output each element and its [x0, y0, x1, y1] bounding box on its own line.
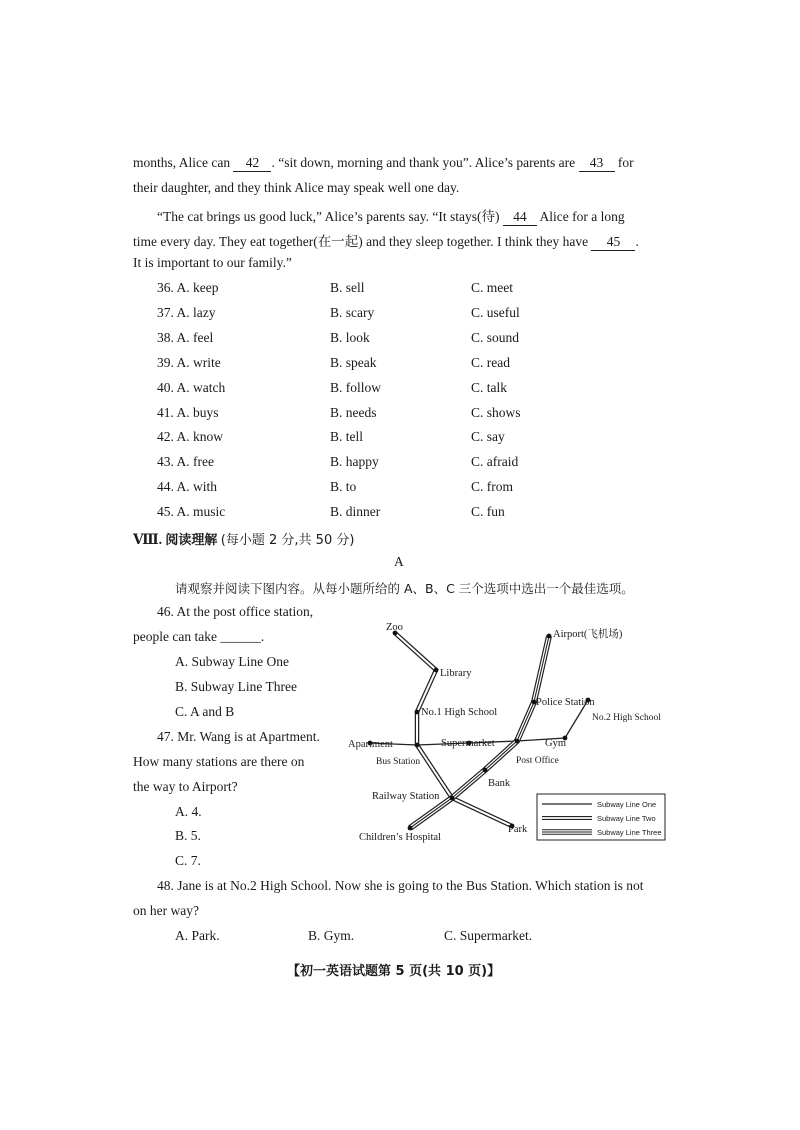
- q36-option-b: B. sell: [330, 280, 365, 295]
- q48-option-c: C. Supermarket.: [444, 928, 533, 943]
- q47-option-a: A. 4.: [175, 804, 202, 819]
- q42-option-c: C. say: [471, 429, 505, 445]
- legend-label-two: Subway Line Two: [597, 814, 656, 823]
- map-legend: [537, 794, 665, 840]
- q48-option-b: B. Gym.: [308, 928, 355, 943]
- q37-option-b: B. scary: [330, 304, 375, 320]
- label-railway: Railway Station: [372, 791, 440, 802]
- q44-option-a: 44. A. with: [157, 479, 218, 495]
- label-zoo: Zoo: [386, 622, 403, 633]
- q38-option-b: B. look: [330, 329, 370, 345]
- q41-option-b: B. needs: [330, 404, 377, 420]
- q40-option-c: C. talk: [471, 379, 507, 395]
- passage-line-2: their daughter, and they think Alice may speak well one day.: [133, 180, 460, 195]
- q40-option-b: B. follow: [330, 379, 382, 395]
- label-apartment: Apartment: [348, 739, 393, 750]
- q38-option-a: 38. A. feel: [157, 329, 214, 345]
- q46-stem-1: 46. At the post office station,: [157, 604, 314, 619]
- q43-option-a: 43. A. free: [157, 454, 214, 470]
- q47-stem-1: 47. Mr. Wang is at Apartment.: [157, 729, 320, 744]
- q39-option-a: 39. A. write: [157, 354, 221, 370]
- label-no2: No.2 High School: [592, 713, 661, 723]
- instruction: 请观察并阅读下图内容。从每小题所给的 A、B、C 三个选项中选出一个最佳选项。: [175, 581, 634, 596]
- passage-line-4: time every day. They eat together(在一起) and they sleep together. I think they have 45 .: [133, 234, 639, 249]
- label-police: Police Station: [536, 697, 595, 708]
- q47-option-b: B. 5.: [175, 828, 201, 843]
- q36-option-a: 36. A. keep: [157, 280, 219, 295]
- station-dot-bus: [415, 743, 420, 748]
- q45-option-c: C. fun: [471, 504, 505, 520]
- label-park: Park: [508, 824, 528, 835]
- legend-label-one: Subway Line One: [597, 800, 657, 809]
- q44-option-c: C. from: [471, 479, 513, 495]
- label-supermarket: Supermarket: [441, 738, 495, 749]
- q41-option-c: C. shows: [471, 404, 521, 420]
- legend-label-three: Subway Line Three: [597, 828, 662, 837]
- q47-option-c: C. 7.: [175, 853, 201, 868]
- blank-43: 43: [579, 155, 615, 172]
- q46-option-b: B. Subway Line Three: [175, 679, 297, 694]
- q43-option-b: B. happy: [330, 454, 379, 470]
- station-dot-hospital: [408, 826, 413, 831]
- q39-option-b: B. speak: [330, 354, 377, 370]
- passage-line-5: It is important to our family.”: [133, 255, 292, 270]
- q45-option-b: B. dinner: [330, 504, 381, 520]
- station-dot-bank: [483, 768, 488, 773]
- passage-line-1: months, Alice can 42 . “sit down, morning and thank you”. Alice’s parents are 43 for: [133, 155, 634, 170]
- subway-map: [340, 618, 680, 853]
- q46-option-a: A. Subway Line One: [175, 654, 289, 669]
- q48-stem-1: 48. Jane is at No.2 High School. Now she is going to the Bus Station. Which station is not: [157, 878, 644, 893]
- q47-stem-3: the way to Airport?: [133, 779, 238, 794]
- station-dot-airport: [547, 634, 552, 639]
- label-bank: Bank: [488, 778, 511, 789]
- q39-option-c: C. read: [471, 354, 510, 370]
- label-hospital: Children’s Hospital: [359, 832, 441, 843]
- blank-42: 42: [233, 155, 271, 172]
- blank-45: 45: [591, 234, 635, 251]
- station-dot-library: [434, 668, 439, 673]
- q46-option-c: C. A and B: [175, 704, 235, 719]
- blank-44: 44: [503, 209, 537, 226]
- label-no1: No.1 High School: [421, 707, 498, 718]
- q37-option-a: 37. A. lazy: [157, 304, 216, 320]
- q47-stem-2: How many stations are there on: [133, 754, 305, 769]
- q43-option-c: C. afraid: [471, 454, 519, 470]
- q38-option-c: C. sound: [471, 329, 520, 345]
- label-bus: Bus Station: [376, 757, 421, 767]
- q40-option-a: 40. A. watch: [157, 379, 226, 395]
- station-dot-post: [515, 739, 520, 744]
- label-library: Library: [440, 668, 472, 679]
- q48-option-a: A. Park.: [175, 928, 220, 943]
- page-footer: 【初一英语试题第 5 页(共 10 页)】: [287, 964, 501, 979]
- q46-stem-2: people can take ______.: [133, 629, 265, 644]
- q41-option-a: 41. A. buys: [157, 404, 219, 420]
- part-label: A: [394, 554, 404, 569]
- q42-option-a: 42. A. know: [157, 429, 224, 445]
- q42-option-b: B. tell: [330, 429, 363, 445]
- station-dot-railway: [450, 796, 455, 801]
- q44-option-b: B. to: [330, 479, 357, 495]
- q48-stem-2: on her way?: [133, 903, 199, 918]
- station-dot-no1: [415, 710, 420, 715]
- label-airport: Airport(飞机场): [553, 629, 623, 640]
- q45-option-a: 45. A. music: [157, 504, 226, 520]
- q37-option-c: C. useful: [471, 304, 520, 320]
- section-header: Ⅷ. 阅读理解 (每小题 2 分,共 50 分): [133, 532, 355, 548]
- passage-line-3: “The cat brings us good luck,” Alice’s parents say. “It stays(待) 44 Alice for a long: [157, 209, 625, 224]
- q36-option-c: C. meet: [471, 280, 513, 295]
- label-post: Post Office: [516, 756, 559, 766]
- label-gym: Gym: [545, 738, 566, 749]
